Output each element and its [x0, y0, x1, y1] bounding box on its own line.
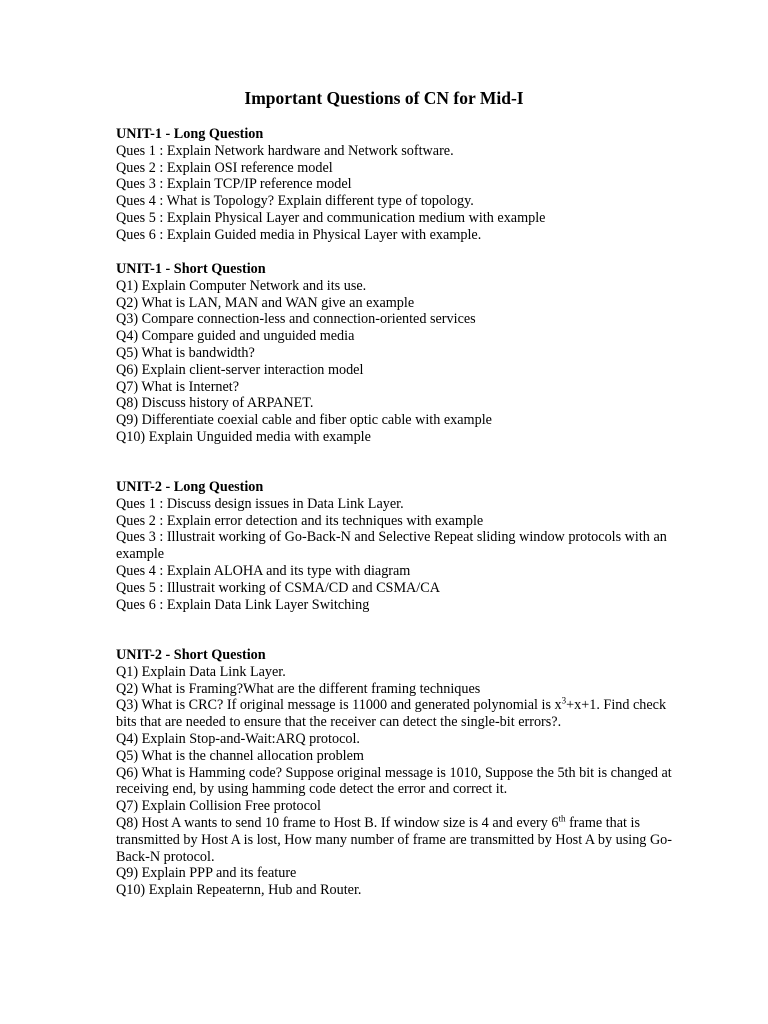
list-item: Ques 1 : Explain Network hardware and Network software. — [116, 142, 454, 159]
list-item — [116, 815, 676, 865]
list-item: Ques 4 : Explain ALOHA and its type with diagram — [116, 562, 411, 579]
list-item: Ques 6 : Explain Guided media in Physical Layer with example. — [116, 226, 482, 243]
unit1-long-section — [116, 126, 676, 244]
unit2-short-section — [116, 647, 676, 899]
list-item: Q3) Compare connection-less and connection-oriented services — [116, 311, 476, 328]
list-item: Q10) Explain Unguided media with example — [116, 428, 371, 445]
list-item: Q9) Differentiate coexial cable and fiber optic cable with example — [116, 412, 492, 429]
q3-text-end: +x+1. Find check bits that are needed to ensure that the receiver can detect the single-bit errors?. — [116, 697, 667, 731]
list-item: Q6) Explain client-server interaction model — [116, 361, 364, 378]
list-item: Ques 5 : Explain Physical Layer and communication medium with example — [116, 209, 546, 226]
list-item: Q9) Explain PPP and its feature — [116, 865, 297, 882]
unit1-short-section — [116, 261, 676, 446]
unit1-short-heading: UNIT-1 - Short Question — [116, 261, 266, 277]
q8-text-end: frame that is transmitted by Host A is lost, How many number of frame are transmitted by Host A by using Go-Back-N protocol. — [116, 814, 673, 865]
q8-text-start: Q8) Host A wants to send 10 frame to Host B. If window size is 4 and every 6 — [116, 814, 559, 831]
unit1-long-heading: UNIT-1 - Long Question — [116, 126, 264, 142]
list-item: Ques 6 : Explain Data Link Layer Switching — [116, 596, 370, 613]
list-item: Q8) Discuss history of ARPANET. — [116, 395, 314, 412]
document-title: Important Questions of CN for Mid-I — [244, 88, 524, 108]
list-item: Q5) What is bandwidth? — [116, 344, 255, 361]
list-item: Ques 2 : Explain OSI reference model — [116, 159, 333, 176]
list-item: Q2) What is Framing?What are the different framing techniques — [116, 680, 481, 697]
list-item: Ques 3 : Explain TCP/IP reference model — [116, 176, 352, 193]
list-item: Q6) What is Hamming code? Suppose original message is 1010, Suppose the 5th bit is changed at receiving end, by using hamming code detect the error and correct it. — [116, 764, 672, 798]
list-item: Q10) Explain Repeaternn, Hub and Router. — [116, 882, 362, 899]
list-item: Ques 1 : Discuss design issues in Data Link Layer. — [116, 495, 404, 512]
list-item: Q4) Explain Stop-and-Wait:ARQ protocol. — [116, 730, 360, 747]
list-item: Ques 4 : What is Topology? Explain different type of topology. — [116, 193, 474, 210]
list-item: Q7) Explain Collision Free protocol — [116, 798, 321, 815]
list-item: Ques 3 : Illustrait working of Go-Back-N and Selective Repeat sliding window protocols with an example — [116, 529, 667, 563]
list-item: Q4) Compare guided and unguided media — [116, 328, 355, 345]
list-item: Q5) What is the channel allocation problem — [116, 747, 364, 764]
list-item: Q1) Explain Computer Network and its use. — [116, 277, 367, 294]
q3-exponent: 3 — [561, 695, 567, 706]
q3-text-start: Q3) What is CRC? If original message is 11000 and generated polynomial is x — [116, 697, 562, 714]
unit2-long-heading: UNIT-2 - Long Question — [116, 479, 264, 495]
list-item: Q1) Explain Data Link Layer. — [116, 663, 286, 680]
list-item: Ques 5 : Illustrait working of CSMA/CD and CSMA/CA — [116, 579, 440, 596]
list-item — [116, 697, 676, 731]
list-item: Ques 2 : Explain error detection and its techniques with example — [116, 512, 484, 529]
list-item: Q7) What is Internet? — [116, 378, 240, 395]
unit2-short-heading: UNIT-2 - Short Question — [116, 647, 266, 663]
unit2-long-section — [116, 479, 676, 613]
list-item: Q2) What is LAN, MAN and WAN give an example — [116, 294, 415, 311]
q8-ordinal-suffix: th — [558, 813, 566, 824]
